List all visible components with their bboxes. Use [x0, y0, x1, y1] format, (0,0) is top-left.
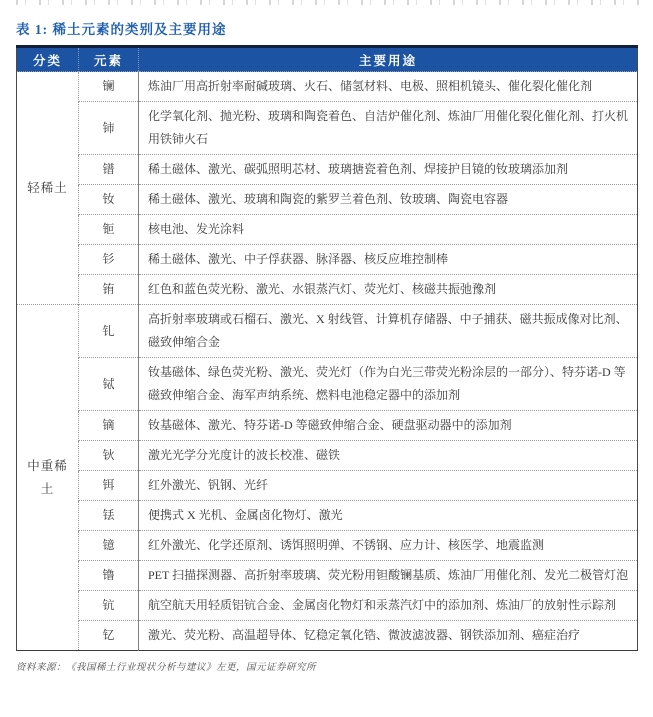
table-row [17, 621, 638, 651]
rare-earth-elements-table [16, 45, 638, 651]
header-row [17, 47, 638, 72]
uses-cell: 激光光学分光度计的波长校准、磁铁 [139, 441, 638, 471]
uses-cell: 红色和蓝色荧光粉、激光、水银蒸汽灯、荧光灯、核磁共振弛豫剂 [139, 275, 638, 305]
table-row [17, 441, 638, 471]
uses-cell: 红外激光、化学还原剂、诱饵照明弹、不锈钢、应力计、核医学、地震监测 [139, 531, 638, 561]
table-row [17, 358, 638, 411]
uses-cell: 核电池、发光涂料 [139, 215, 638, 245]
table-row [17, 561, 638, 591]
category-cell: 中重稀土 [17, 305, 79, 651]
uses-cell: PET 扫描探测器、高折射率玻璃、荧光粉用钽酸镧基质、炼油厂用催化剂、发光二极管灯泡 [139, 561, 638, 591]
table-row [17, 155, 638, 185]
category-cell: 轻稀土 [17, 72, 79, 305]
table-body [17, 72, 638, 651]
uses-cell: 激光、荧光粉、高温超导体、钇稳定氧化锆、微波滤波器、钢铁添加剂、癌症治疗 [139, 621, 638, 651]
uses-cell: 钕基磁体、绿色荧光粉、激光、荧光灯（作为白光三带荧光粉涂层的一部分）、特芬诺-D 等磁致伸缩合金、海军声纳系统、燃料电池稳定器中的添加剂 [139, 358, 638, 411]
element-cell: 钪 [79, 591, 139, 621]
element-cell: 钇 [79, 621, 139, 651]
table-row [17, 102, 638, 155]
element-cell: 镧 [79, 72, 139, 102]
source-note: 资料来源：《我国稀土行业现状分析与建议》左更，国元证券研究所 [16, 663, 317, 673]
element-cell: 镱 [79, 531, 139, 561]
element-cell: 镥 [79, 561, 139, 591]
table-row [17, 471, 638, 501]
table-row [17, 185, 638, 215]
uses-cell: 炼油厂用高折射率耐碱玻璃、火石、储氢材料、电极、照相机镜头、催化裂化催化剂 [139, 72, 638, 102]
col-header-element: 元素 [79, 47, 139, 72]
clipped-text-remnant [16, 0, 641, 5]
uses-cell: 稀土磁体、激光、玻璃和陶瓷的紫罗兰着色剂、钕玻璃、陶瓷电容器 [139, 185, 638, 215]
element-cell: 铥 [79, 501, 139, 531]
element-cell: 镨 [79, 155, 139, 185]
element-cell: 铕 [79, 275, 139, 305]
uses-cell: 稀土磁体、激光、中子俘获器、脉泽器、核反应堆控制棒 [139, 245, 638, 275]
element-cell: 钕 [79, 185, 139, 215]
uses-cell: 化学氧化剂、抛光粉、玻璃和陶瓷着色、自洁炉催化剂、炼油厂用催化裂化催化剂、打火机用铁铈火石 [139, 102, 638, 155]
element-cell: 镝 [79, 411, 139, 441]
table-row [17, 591, 638, 621]
element-cell: 钆 [79, 305, 139, 358]
uses-cell: 钕基磁体、激光、特芬诺-D 等磁致伸缩合金、硬盘驱动器中的添加剂 [139, 411, 638, 441]
table-header [17, 47, 638, 72]
table-row [17, 531, 638, 561]
table-row [17, 215, 638, 245]
uses-cell: 稀土磁体、激光、碳弧照明芯材、玻璃搪瓷着色剂、焊接护目镜的钕玻璃添加剂 [139, 155, 638, 185]
table-row [17, 411, 638, 441]
col-header-uses: 主要用途 [139, 47, 638, 72]
uses-cell: 航空航天用轻质铝钪合金、金属卤化物灯和汞蒸汽灯中的添加剂、炼油厂的放射性示踪剂 [139, 591, 638, 621]
element-cell: 钐 [79, 245, 139, 275]
table-row [17, 245, 638, 275]
element-cell: 铒 [79, 471, 139, 501]
table-row [17, 72, 638, 102]
element-cell: 铈 [79, 102, 139, 155]
element-cell: 钬 [79, 441, 139, 471]
element-cell: 钷 [79, 215, 139, 245]
uses-cell: 红外激光、钒钢、光纤 [139, 471, 638, 501]
table-row [17, 501, 638, 531]
uses-cell: 高折射率玻璃或石榴石、激光、X 射线管、计算机存储器、中子捕获、磁共振成像对比剂、磁致伸缩合金 [139, 305, 638, 358]
table-row [17, 275, 638, 305]
col-header-category: 分类 [17, 47, 79, 72]
element-cell: 铽 [79, 358, 139, 411]
uses-cell: 便携式 X 光机、金属卤化物灯、激光 [139, 501, 638, 531]
table-row [17, 305, 638, 358]
table-title: 表 1: 稀土元素的类别及主要用途 [16, 22, 227, 37]
